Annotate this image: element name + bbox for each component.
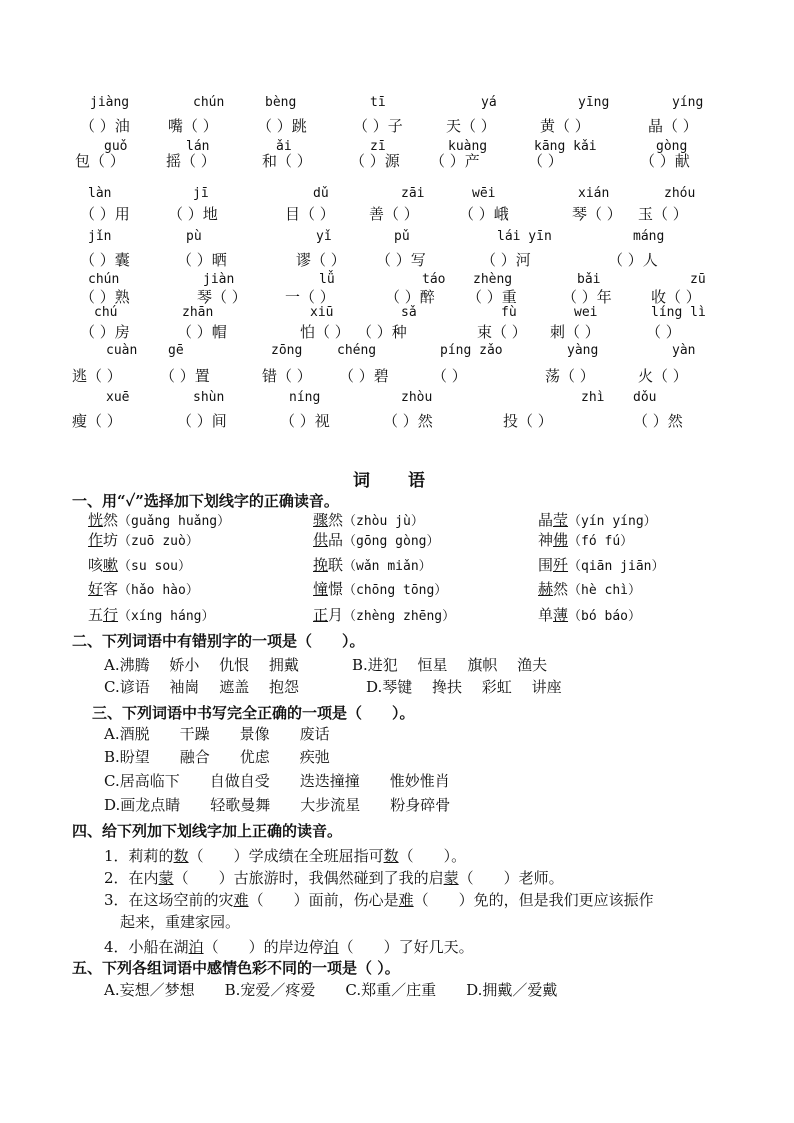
pinyin-cell: shùn [193,390,225,405]
pinyin-cell: cuàn [106,343,138,358]
q1-item [88,604,214,625]
q4-sentence-4: 4．小船在湖泊（ ）的岸边停泊（ ）了好几天。 [104,938,474,956]
q1-item-underlined: 挽 [313,556,329,574]
q1-item-prefix: 神 [538,531,554,549]
char-cell: （ ） [646,323,681,341]
char-cell: （ ）地 [168,205,218,223]
char-cell: 摇（ ） [166,152,216,170]
pinyin-row [0,229,794,251]
q1-item-rest: 憬 [328,580,344,598]
char-row [0,410,794,432]
char-cell: 嘴（ ） [168,117,218,135]
pinyin-cell: fù [501,305,517,320]
pinyin-cell: zhèng [473,272,513,287]
pinyin-cell: yàn [672,343,696,358]
q1-title: 一、用“✓”选择加下划线字的正确读音。 [72,492,339,510]
q2-option-d: D.琴键 搀扶 彩虹 讲座 [366,678,562,696]
char-cell: 目（ ） [285,205,335,223]
char-cell: （ ）囊 [80,251,130,269]
q2-option-a: A.沸腾 娇小 仇恨 拥戴 [104,656,299,674]
char-cell: （ ）子 [353,117,403,135]
char-cell: 刺（ ） [550,323,600,341]
q1-item-underlined: 好 [88,580,104,598]
q1-item-underlined: 供 [313,531,329,549]
pinyin-cell: jī [193,186,209,201]
char-cell: 收（ ） [651,288,701,306]
char-cell: 投（ ） [503,412,553,430]
pinyin-cell: líng lì [651,305,706,320]
pinyin-cell: làn [88,186,112,201]
char-cell: （ ） [528,152,563,170]
char-cell: （ ） [432,367,467,385]
pinyin-cell: zhòu [401,390,433,405]
char-cell: 荡（ ） [545,367,595,385]
q1-item-prefix: 围 [538,556,554,574]
q1-item-underlined: 薄 [553,606,569,624]
pinyin-cell: zāi [401,186,425,201]
q1-item-rest: 然 [328,511,344,529]
char-cell: 玉（ ） [638,205,688,223]
q1-item-prefix: 晶 [538,511,554,529]
char-cell: （ ）房 [80,323,130,341]
pinyin-cell: chú [94,305,118,320]
q1-item [313,578,447,599]
q3-option-d: D.画龙点睛 轻歌曼舞 大步流星 粉身碎骨 [104,796,451,814]
pinyin-cell: dǔ [313,186,329,201]
char-cell: （ ）晒 [177,251,227,269]
pinyin-cell: lán [186,139,210,154]
char-row [0,321,794,343]
q1-item-rest: 坊 [103,531,119,549]
q1-item-underlined: 歼 [553,556,569,574]
char-cell: （ ）用 [80,205,130,223]
q1-item [313,509,424,530]
q1-item-pinyin: （zuō zuò） [118,534,199,549]
q3-option-b: B.盼望 融合 优虑 疾弛 [104,748,330,766]
q3-option-c: C.居高临下 自做自受 迭迭撞撞 惟妙惟肖 [104,772,450,790]
char-cell: 天（ ） [446,117,496,135]
pinyin-cell: níng [289,390,321,405]
q1-item [538,554,664,575]
q1-item [88,509,230,530]
q4-sentence-2: 2．在内蒙（ ）古旅游时，我偶然碰到了我的启蒙（ ）老师。 [104,869,564,887]
q4-sentence-1: 1．莉莉的数（ ）学成绩在全班屈指可数（ ）。 [104,847,467,865]
pinyin-cell: jiàng [90,95,130,110]
q1-item-prefix: 咳 [88,556,104,574]
q1-item [538,509,657,530]
char-cell: （ ）置 [160,367,210,385]
pinyin-cell: bǎi [577,272,601,287]
char-cell: 黄（ ） [540,117,590,135]
pinyin-row [0,390,794,412]
q1-item-pinyin: （zhèng zhēng） [343,609,456,624]
q1-item-rest: 客 [103,580,119,598]
pinyin-cell: zōng [271,343,303,358]
pinyin-cell: kāng kǎi [534,139,597,154]
q2-title: 二、下列词语中有错别字的一项是（ ）。 [72,632,365,650]
q4-title: 四、给下列加下划线字加上正确的读音。 [72,822,343,840]
q1-item-underlined: 正 [313,606,329,624]
q1-item-pinyin: （hè chì） [568,583,641,598]
char-cell: 一（ ） [285,288,335,306]
pinyin-cell: bèng [265,95,297,110]
char-cell: （ ）献 [640,152,690,170]
q1-item-rest: 品 [328,531,344,549]
char-row [0,115,794,137]
pinyin-cell: zhān [182,305,214,320]
char-row [0,203,794,225]
pinyin-cell: gē [168,343,184,358]
pinyin-row [0,95,794,117]
char-cell: 火（ ） [638,367,688,385]
char-cell: 和（ ） [262,152,312,170]
q1-item [313,529,439,550]
pinyin-cell: guǒ [104,139,128,154]
char-row [0,249,794,271]
char-cell: （ ）源 [350,152,400,170]
pinyin-cell: zhì [581,390,605,405]
char-cell: （ ）油 [80,117,130,135]
q1-item-underlined: 赫 [538,580,554,598]
q1-item-rest: 月 [328,606,344,624]
q1-item [88,554,191,575]
pinyin-cell: kuàng [448,139,488,154]
char-cell: （ ）种 [357,323,407,341]
q1-item-pinyin: （qiān jiān） [568,559,665,574]
pinyin-row [0,343,794,365]
char-cell: 晶（ ） [648,117,698,135]
char-cell: （ ）帽 [177,323,227,341]
q1-item-prefix: 单 [538,606,554,624]
char-row [0,286,794,308]
char-cell: 瘦（ ） [72,412,122,430]
pinyin-cell: xiū [310,305,334,320]
q1-item-pinyin: （fó fú） [568,534,634,549]
q1-item-pinyin: （chōng tōng） [343,583,448,598]
q1-item-underlined: 佛 [553,531,569,549]
char-cell: （ ）视 [280,412,330,430]
pinyin-cell: xuē [106,390,130,405]
q1-item-underlined: 莹 [553,511,569,529]
pinyin-cell: lǚ [319,272,335,287]
q1-item-underlined: 行 [103,606,119,624]
char-cell: 怕（ ） [300,323,350,341]
pinyin-cell: zū [690,272,706,287]
char-cell: 琴（ ） [197,288,247,306]
char-row [0,365,794,387]
char-cell: （ ）河 [481,251,531,269]
pinyin-cell: yǐ [316,229,332,244]
char-cell: （ ）人 [608,251,658,269]
char-cell: （ ）跳 [257,117,307,135]
pinyin-cell: jiàn [203,272,235,287]
q1-item [88,578,199,599]
pinyin-cell: máng [633,229,665,244]
q1-item-pinyin: （yín yíng） [568,514,657,529]
q2-option-c: C.谚语 袖崗 遮盖 抱怨 [104,678,300,696]
q5-options: A.妄想／梦想 B.宠爱／疼爱 C.郑重／庄重 D.拥戴／爱戴 [104,981,558,999]
q4-sentence-3: 3．在这场空前的灾难（ ）面前，伤心是难（ ）免的，但是我们更应该振作 [104,891,654,909]
pinyin-cell: táo [422,272,446,287]
q1-item-pinyin: （gōng gòng） [343,534,440,549]
q1-item [538,578,641,599]
q1-item-underlined: 骤 [313,511,329,529]
q5-title: 五、下列各组词语中感情色彩不同的一项是（ ）。 [72,959,400,977]
pinyin-cell: lái yīn [497,229,552,244]
q1-item-underlined: 憧 [313,580,329,598]
q1-item-underlined: 嗽 [103,556,119,574]
char-cell: 逃（ ） [72,367,122,385]
char-cell: （ ）重 [467,288,517,306]
q1-item-pinyin: （hǎo hào） [118,583,199,598]
q3-title: 三、下列词语中书写完全正确的一项是（ ）。 [92,704,415,722]
char-cell: （ ）年 [562,288,612,306]
q4-sentence-3-cont: 起来，重建家园。 [120,913,241,931]
pinyin-cell: tī [370,95,386,110]
char-row [0,150,794,172]
char-cell: 束（ ） [477,323,527,341]
q1-item-rest: 然 [103,511,119,529]
char-cell: （ ）写 [376,251,426,269]
char-cell: （ ）峨 [459,205,509,223]
pinyin-cell: ǎi [276,139,292,154]
pinyin-cell: zhóu [664,186,696,201]
pinyin-cell: dǒu [633,390,657,405]
char-cell: （ ）间 [177,412,227,430]
char-cell: （ ）醉 [385,288,435,306]
q1-item-prefix: 五 [88,606,104,624]
q1-item [88,529,199,550]
pinyin-cell: yíng [672,95,704,110]
pinyin-cell: chún [193,95,225,110]
char-cell: （ ）碧 [339,367,389,385]
char-cell: 谬（ ） [296,251,346,269]
q1-item-rest: 然 [553,580,569,598]
char-cell: （ ）然 [633,412,683,430]
char-cell: 琴（ ） [572,205,622,223]
q3-option-a: A.酒脱 干躁 景像 废话 [104,725,330,743]
pinyin-cell: wei [574,305,598,320]
section-title: 词 语 [353,471,441,491]
q1-item [313,554,432,575]
char-cell: 善（ ） [369,205,419,223]
q1-item-pinyin: （guǎng huǎng） [118,514,231,529]
pinyin-cell: pǔ [394,229,410,244]
pinyin-cell: yīng [578,95,610,110]
q1-item-pinyin: （zhòu jù） [343,514,424,529]
q1-item-pinyin: （bó báo） [568,609,641,624]
pinyin-cell: yá [481,95,497,110]
pinyin-cell: xián [578,186,610,201]
char-cell: 包（ ） [75,152,125,170]
pinyin-cell: wēi [472,186,496,201]
q1-item [313,604,455,625]
q1-item-underlined: 恍 [88,511,104,529]
pinyin-cell: zī [370,139,386,154]
pinyin-cell: sǎ [401,305,417,320]
pinyin-cell: chéng [337,343,377,358]
q1-item-pinyin: （xíng háng） [118,609,215,624]
q1-item-pinyin: （wǎn miǎn） [343,559,432,574]
char-cell: （ ）熟 [80,288,130,306]
q1-item-rest: 联 [328,556,344,574]
pinyin-cell: yàng [567,343,599,358]
pinyin-cell: píng zǎo [440,343,503,358]
q1-item [538,604,641,625]
char-cell: （ ）然 [383,412,433,430]
char-cell: （ ）产 [430,152,480,170]
q1-item-underlined: 作 [88,531,104,549]
pinyin-cell: pù [186,229,202,244]
q1-item-pinyin: （su sou） [118,559,191,574]
q1-item [538,529,633,550]
pinyin-cell: jǐn [88,229,112,244]
pinyin-cell: gòng [656,139,688,154]
pinyin-cell: chún [88,272,120,287]
q2-option-b: B.进犯 恒星 旗帜 渔夫 [352,656,548,674]
char-cell: 错（ ） [262,367,312,385]
